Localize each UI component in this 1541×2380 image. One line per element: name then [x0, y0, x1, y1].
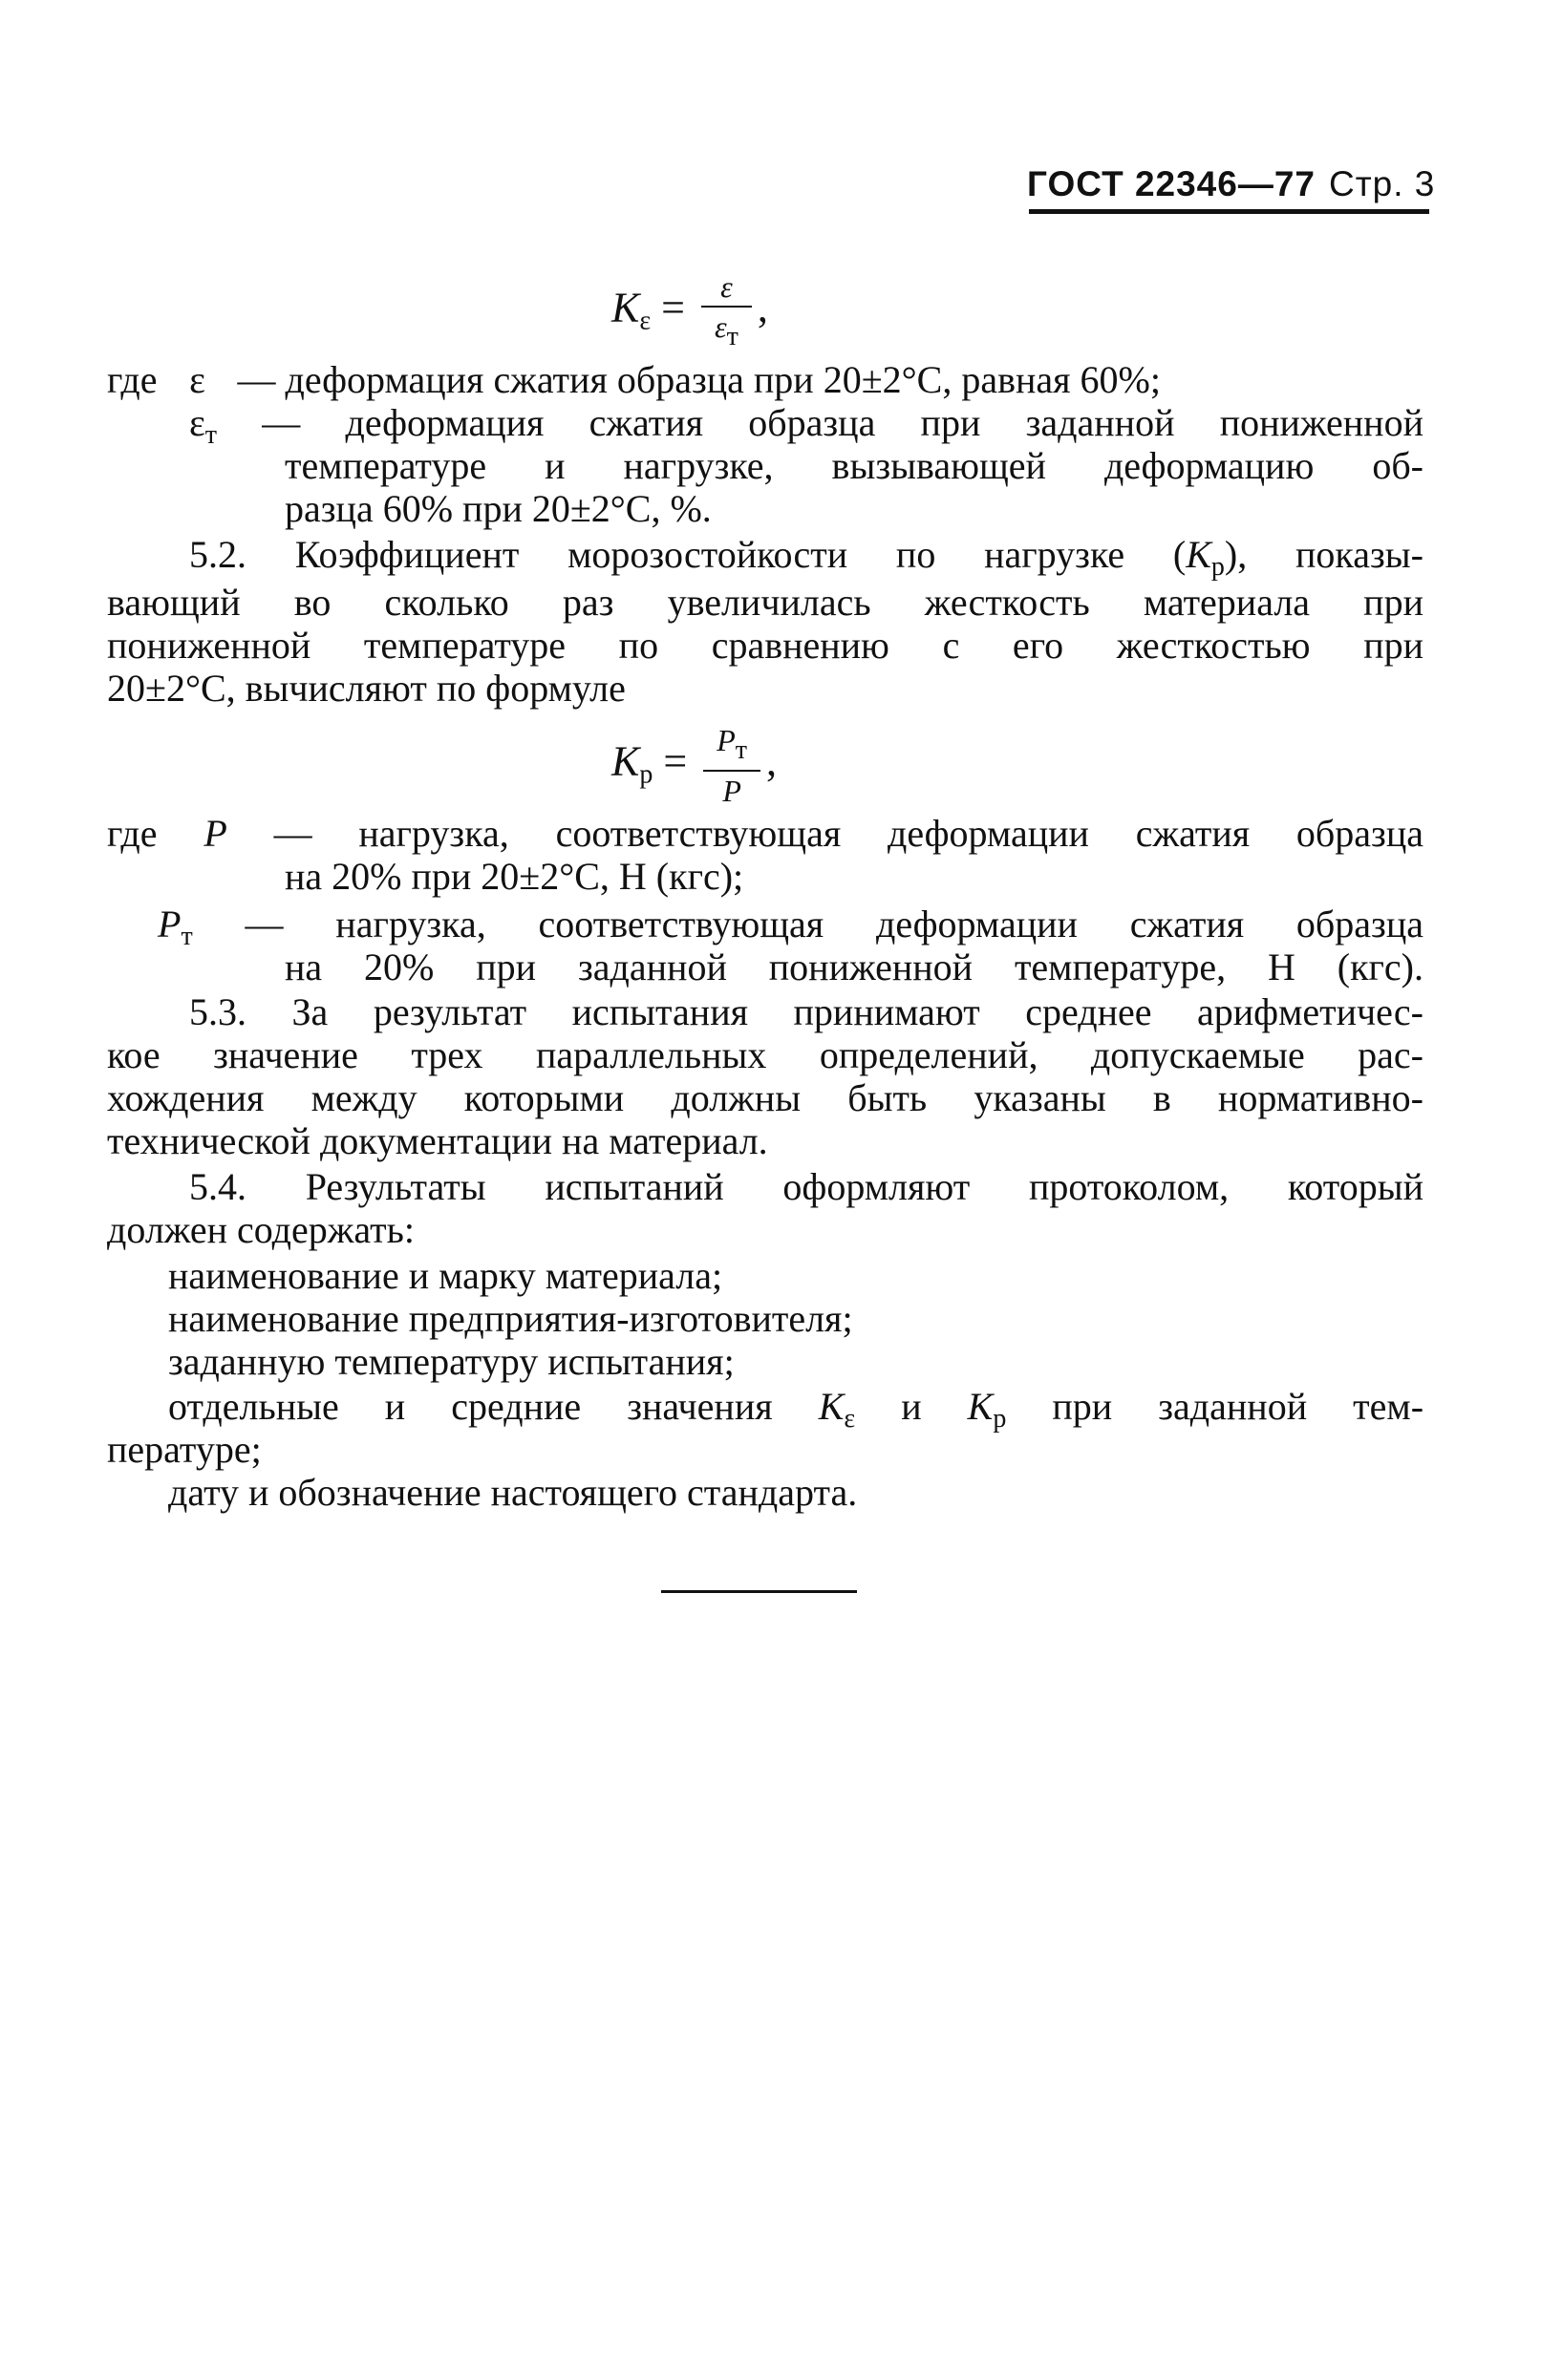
formula1-comma: , — [757, 284, 768, 331]
formula2-eq: = — [663, 737, 688, 785]
p52-text-b: ), показы- — [1224, 533, 1423, 576]
p54-item3: заданную температуру испытания; — [168, 1340, 735, 1383]
formula2-lhs: K — [611, 737, 640, 785]
def2-pt-sub: т — [181, 922, 193, 951]
def1-epst-sub: т — [204, 420, 218, 450]
end-rule — [661, 1590, 857, 1593]
p53-line4: технической документации на материал. — [107, 1119, 768, 1162]
formula2-numerator — [703, 721, 760, 772]
formula1-lhs: K — [611, 284, 640, 331]
def1-prefix: где — [107, 358, 158, 401]
def1-line1 — [107, 358, 1161, 402]
formula2-comma: , — [765, 737, 777, 785]
p52-line2: вающий во сколько раз увеличилась жесткость материала при — [107, 581, 1423, 624]
p54-item4-cont: пературе; — [107, 1428, 262, 1471]
formula1-fraction — [701, 267, 752, 356]
p53-line2: кое значение трех параллельных определений, допускаемые рас- — [107, 1033, 1423, 1076]
p53-line3: хождения между которыми должны быть указаны в нормативно- — [107, 1076, 1423, 1119]
def2-p-text: — нагрузка, соответствующая деформации сжатия образца — [273, 812, 1423, 855]
def2-prefix: где — [107, 812, 158, 855]
p54-k-eps-symbol: K — [818, 1385, 845, 1428]
def2-p-symbol: P — [203, 812, 227, 855]
formula-k-epsilon — [611, 267, 768, 356]
p54-k-p-symbol: K — [967, 1385, 994, 1428]
p52-k-sub: р — [1210, 552, 1225, 582]
def1-epst-symbol: ε — [189, 401, 205, 444]
def2-line4: на 20% при заданной пониженной температуре, Н (кгс). — [285, 946, 1423, 988]
standard-number: ГОСТ 22346—77 — [1027, 164, 1316, 203]
formula1-den-sym: ε — [714, 309, 727, 344]
p52-line4: 20±2°С, вычисляют по формуле — [107, 667, 626, 710]
def1-eps-text: — деформация сжатия образца при 20±2°С, равная 60%; — [237, 358, 1161, 401]
def1-epst-text: — деформация сжатия образца при заданной пониженной — [262, 401, 1423, 444]
def1-line4: разца 60% при 20±2°С, %. — [285, 487, 712, 530]
p54-item4-text-a: отдельные и средние значения — [168, 1385, 773, 1428]
p54-item5: дату и обозначение настоящего стандарта. — [168, 1471, 858, 1514]
formula2-denominator: P — [722, 774, 741, 808]
page-number: Стр. 3 — [1329, 164, 1436, 203]
p54-item4-text-b: при заданной тем- — [1052, 1385, 1424, 1428]
formula2-num-sym: P — [717, 723, 736, 757]
formula2-fraction — [703, 721, 760, 810]
formula2-lhs-sub: р — [639, 759, 653, 790]
def2-line2: на 20% при 20±2°С, Н (кгс); — [285, 855, 744, 898]
formula1-den-sub: т — [726, 322, 738, 351]
p54-item4 — [168, 1385, 1423, 1441]
formula1-denominator — [701, 308, 752, 356]
def1-line3: температуре и нагрузке, вызывающей деформацию об- — [285, 444, 1423, 487]
p54-item1: наименование и марку материала; — [168, 1254, 723, 1297]
p52-line3: пониженной температуре по сравнению с его жесткостью при — [107, 624, 1423, 667]
page-header — [1027, 164, 1436, 204]
p54-line2: должен содержать: — [107, 1208, 415, 1251]
def2-pt-text: — нагрузка, соответствующая деформации сжатия образца — [245, 903, 1423, 946]
def1-eps-symbol: ε — [189, 358, 205, 401]
p54-item2: наименование предприятия-изготовителя; — [168, 1297, 853, 1340]
p54-k-p-sub: р — [993, 1404, 1007, 1434]
formula1-lhs-sub: ε — [639, 306, 652, 336]
p52-text-a: 5.2. Коэффициент морозостойкости по нагрузке ( — [189, 533, 1187, 576]
p52-k-symbol: K — [1186, 533, 1211, 576]
def2-line1 — [107, 812, 1423, 856]
formula1-numerator: ε — [701, 267, 752, 308]
p54-line1: 5.4. Результаты испытаний оформляют протоколом, который — [189, 1165, 1423, 1208]
p53-line1: 5.3. За результат испытания принимают среднее арифметичес- — [189, 990, 1423, 1033]
p54-item4-and: и — [901, 1385, 922, 1428]
header-rule — [1029, 209, 1429, 214]
formula1-eq: = — [661, 284, 685, 331]
formula2-num-sub: т — [735, 735, 747, 765]
p54-k-eps-sub: ε — [844, 1404, 856, 1434]
formula-k-p — [611, 721, 777, 810]
def2-pt-symbol: P — [158, 903, 182, 946]
